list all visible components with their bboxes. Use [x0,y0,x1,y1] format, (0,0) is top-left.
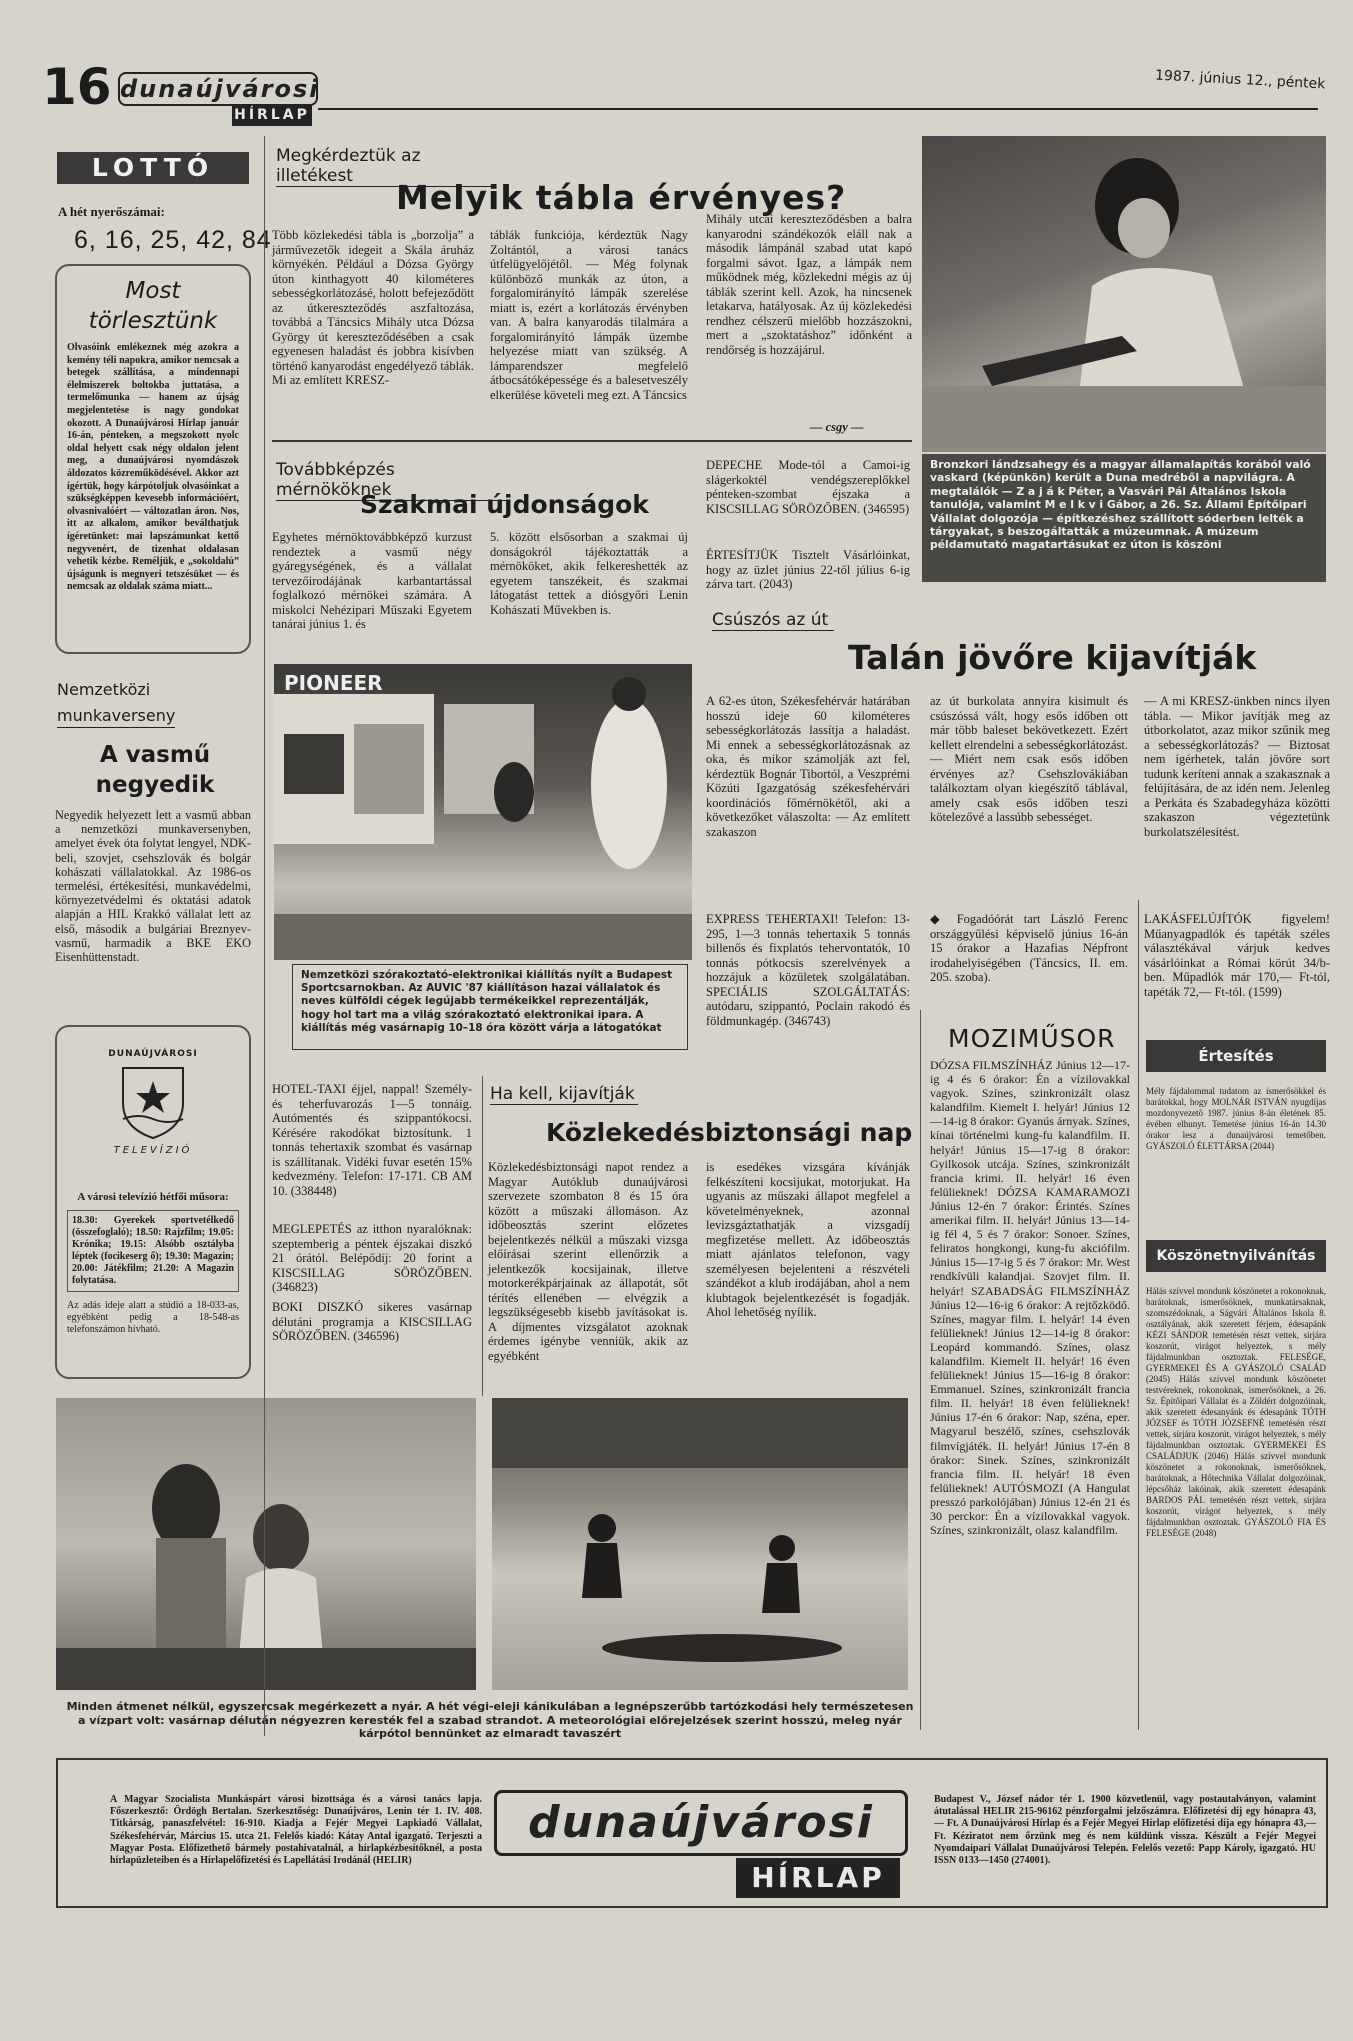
lotto-box-title: Most törlesztünk [88,278,218,334]
footer-right: Budapest V., József nádor tér 1. 1900 közvetlenül, vagy postautalványon, valamint átutalással HELIR 215-96162 pénzforgalmi jelzőszámra. Előfizetési díj egy hónapra 43,— Ft. A Dunaújvárosi Hírlap és a Fejér Megyei Hírlap előfizetési díja egy hónapra 43,— Ft. Kéziratot nem őrzünk meg és nem küldünk vissza. Készült a Fejér Megyei Nyomdaipari Vállalat Dunaújvárosi Telepén. Felelős vezető: Papp Károly, igazgató. HU ISSN 0133—1450 (274001). [934,1794,1316,1867]
strand-caption: Minden átmenet nélkül, egyszercsak megérkezett a nyár. A hét végi-eleji kánikulában a legnépszerűbb tartózkodási hely természetesen a vízpart volt: vasárnap délután négyezren keresték fel a szabad strandot. A meteorológiai előrejelzések szerint hosszú, meleg nyár kárpótol bennünket az elmaradt tavaszért [56,1696,924,1746]
vasmu-text: Negyedik helyezett lett a vasmű abban a nemzetközi munkaversenyben, amelyet évek óta folytat lengyel, NDK-beli, szovjet, csehszlovák és bolgár kohászati vállalatokkal. Az 1986-os termelési, értékesítési, munkavédelmi, környezetvédelmi és oktatási adatok alapján a HIL Krakkó vállalat lett az első, második a bulgáriai Breznyev-vasmű, harmadik a BKE EKO Eisenhüttenstadt. [55,808,251,965]
city-crest-icon [118,1063,188,1141]
szakmai-col-1: Egyhetes mérnöktovábbképző kurzust rendeztek a vasmű négy gyáregységének, és a vállalat tervezőirodájának karbantartással foglalkozó mérnökei számára. A miskolci Nehézipari Műszaki Egyetem tanárai június 1. és [272,530,472,631]
lotto-box [55,264,251,654]
page-number: 16 [42,58,112,116]
tv-logo [67,1035,239,1183]
lotto-title: LOTTÓ [57,152,249,184]
taxi-ad: HOTEL-TAXI éjjel, nappal! Személy- és teherfuvarozás 1—5 tonnáig. Autómentés és szippantókocsi. Kérésére rakodókat biztosítunk. 1 tonnás tehertaxik szombat és vasárnap is szállítanak. Vidéki fuvar esetén 15% kedvezmény. Telefon: 17-171. CB AM 10. (338448) [272,1082,472,1198]
vasmu-kicker-2: munkaverseny [57,706,175,728]
kozlek-title: Közlekedésbiztonsági nap [546,1118,913,1147]
talan-title: Talán jövőre kijavítják [848,638,1257,677]
szakmai-title: Szakmai újdonságok [360,490,649,519]
ertesitjuk-ad: ÉRTESÍTJÜK Tisztelt Vásárlóinkat, hogy az üzlet június 22-től július 6-ig zárva tart. (2043) [706,548,910,591]
ertesites-text: Mély fájdalommal tudatom az ismerősökkel és barátokkal, hogy MOLNÁR ISTVÁN nyugdíjas mozdonyvezető 1987. június 8-án életének 85. évében elhunyt. Temetése június 16-án 14.30 órakor lesz a dunaújvárosi temetőben. GYÁSZOLÓ ÉLETTÁRSA (2044) [1146,1086,1326,1151]
footer-logo-sub: HÍRLAP [736,1858,900,1898]
masthead-logo-sub: HÍRLAP [232,104,312,126]
szakmai-col-2: 5. között elsősorban a szakmai új donságokról tájékoztatták a mérnököket, akik felkereshették az egyetem tanszékeit, és szakmai látogatást tettek a diósgyőri Lenin Kohászati Művekben is. [490,530,688,617]
tabla-col-2: táblák funkciója, kérdeztük Nagy Zoltántól, a városi tanács útfelügyelőjétől. — Még folynak különböző munkák az úton, a forgalomirányító lámpák szerelése miatt is, ezért a korlátozás érvényben van. A balra kanyarodás tilalmára a forgalomirányító lámpák üzembe helyezése miatt van szükség. A lámparendszer megfelelő átbocsátóképessége és a balesetveszély elkerülése követeli meg ezt. A Táncsics [490,228,688,402]
column-rule [1138,900,1139,1730]
talan-col-2: az út burkolata annyira kisimult és csúszóssá vált, hogy esős időben ott már több baleset bekövetkezett. Ezért kellett elrendelni a sebességkorlátozást. — Miért nem csak esős időben érvényes az? Csehszlovákiában találkoztam olyan kiegészítő táblával, amely csak esős időben teszi kötelezővé a lassúbb sebességet. [930,694,1128,824]
strand-photo-left [56,1398,476,1690]
column-rule [920,1010,921,1730]
mozi-title: MOZIMŰSOR [948,1024,1116,1053]
express-ad: EXPRESS TEHERTAXI! Telefon: 13-295, 1—3 tonnás tehertaxik 5 tonnás billenős és fixplatós tehervontatók, 10 tonnás pótkocsis szerelvények a hozzájuk a közületek szolgálatában. SPECIÁLIS SZOLGÁLTATÁS: autódaru, szippantó, Poclain rakodó és földmunkagép. (346743) [706,912,910,1028]
exhibition-stand-icon [274,664,692,960]
swimmers-icon [492,1398,908,1690]
tv-note: Az adás ideje alatt a stúdió a 18-033-as, egyébként pedig a 18-548-as telefonszámon hívható. [67,1300,239,1335]
tabla-signature: — csgy — [810,420,864,434]
tv-heading: A városi televízió hétfői műsora: [77,1191,229,1203]
sunbathers-icon [56,1398,476,1690]
tabla-title: Melyik tábla érvényes? [396,178,847,217]
footer-logo-text: dunaújvárosi [528,1797,874,1848]
meglepetes-ad: MEGLEPETÉS az itthon nyaralóknak: szeptemberig a péntek éjszakai diszkó 21 órától. Belépődíj: 20 forint a KISCSILLAG SÖRÖZŐBEN. (346823) [272,1222,472,1294]
boki-ad: BOKI DISZKÓ sikeres vasárnap délutáni programja a KISCSILLAG SÖRÖZŐBEN. (346596) [272,1300,472,1343]
kozlek-col-1: Közlekedésbiztonsági napot rendez a Magyar Autóklub dunaújvárosi szervezete szombaton 8 és 15 óra között a műszaki állomáson. Az időbeosztás szerint előzetes bejelentkezés nélkül a műszaki vizsga előírásai szerint ellenőrzik a jelentkezők kocsijainak, illetve motorkerékpárjainak az állapotát, sőt térítés ellenében — elvégzik a legszükségesebb kisebb javításokat is. A díjmentes vizsgálatot azoknak érdemes igénybe venniük, akik az egyébként [488,1160,688,1363]
koszonet-text: Hálás szívvel mondunk köszönetet a rokonoknak, barátoknak, ismerősöknek, munkatársaknak, szomszédoknak, a Ságvári Általános Iskola 8. osztályának, akik szeretett férjem, édesapánk KÉZI SÁNDOR temetésén részt vettek, sírjára koszorút, virágot helyeztek, s mély fájdalmunkban osztoztak. FELESÉGE, GYERMEKEI ÉS A GYÁSZOLÓ CSALÁD (2045) Hálás szívvel mondunk köszönetet testvéreknek, rokonoknak, ismerősöknek, a 26. Sz. Építőipari Vállalat és a Zöldért dolgozóinak, akik szeretett édesanyánk és édesapánk TÓTH JÓZSEF és TÓTH JÓZSEFNÉ temetésén részt vettek, sírjára koszorút, virágot helyeztek, s mély fájdalmunkban osztoztak. GYERMEKEI ÉS CSALÁDJUK (2046) Hálás szívvel mondunk köszönetet a rokonoknak, ismerősöknek, barátoknak, a Hőtechnika Vállalat dolgozóinak, lépcsőház lakóinak, akik szeretett édesapánk BARDOS PÁL temetésén részt vettek, sírjára koszorút, virágot helyeztek, s mély fájdalmunkban osztoztak. GYÁSZOLÓ FIA ÉS FELESÉGE (2048) [1146,1286,1326,1538]
tabla-col-3: Mihály utcai kereszteződésben a balra kanyarodni szándékozók eláll nak a második lámpánál szabad utat kapó forgalmi sávot. Igaz, a lámpák nem működnek még, közlekedni mégis az új táblák szerint kell. Azok, ha nincsenek letakarva, hatályosak. Az új közlekedési rendhez célszerű mielőbb hozzászokni, mert a „szoktatáshoz” időnként a rendőrség is hozzájárul. [706,212,912,357]
vasmu-kicker-1: Nemzetközi [57,680,151,699]
szakmai-kicker: Továbbképzés mérnököknek [276,460,508,501]
lotto-box-text: Olvasóink emlékeznek még azokra a kemény téli napokra, amikor nemcsak a betegek szállítása, a mindennapi élelmiszerek boltokba juttatása, a termelőmunka — hanem az újság megjelentetése is nagy gondokat okozott. A Dunaújvárosi Hírlap január 16-án, pénteken, a megszokott nyolc oldal helyett csak négy oldalon jelent meg, a dunaújvárosi nyomdászok áldozatos közreműködésével. Akkor azt ígértük, hogy kárpótoljuk olvasóinkat a szükségképpen kevesebb információért, olvasnivalóért — változatlan áron. Nos, itt az alkalom, amikor beválthatjuk ígéretünket: mai lapszámunkat kettő negyvenért, de tizenhat oldalasan vehetik kézbe. Reméljük, e „sokoldalú” újságunk is megnyeri tetszésüket — és nemcsak az oldalak száma miatt... [67,342,239,593]
talan-col-3: — A mi KRESZ-ünkben nincs ilyen tábla. — Mikor javítják meg az útborkolatot, azaz mikor szűnik meg a sebességkorlátozás? — Biztosat nem ígérhetek, talán jövőre sort tudunk keríteni annak a szakasznak a felújítására, de az idén nem. Jelenleg a Perkáta és Szabadegyháza közötti szakaszon végeztetünk burkolatszélesítést. [1144,694,1330,839]
tabla-rule [272,440,912,442]
talan-kicker: Csúszós az út [712,610,834,631]
vasmu-title: A vasmű negyedik [95,742,215,798]
tv-box [55,1025,251,1379]
auvic-photo [274,664,692,960]
tv-logo-top: DUNAÚJVÁROSI [108,1049,198,1059]
footer-logo [494,1790,908,1856]
ertesites-title: Értesítés [1146,1040,1326,1072]
tabla-col-1: Több közlekedési tábla is „borzolja” a járművezetők idegeit a Skála áruház környékén. Például a Dózsa György úton kinthagyott 40 kilométeres sebességkorlátozásé, holott befejeződött az útkereszteződés aszfaltozása, továbbá a Táncsics Mihály utca Dózsa György út kereszteződésében a csak egyenesen haladást és jobbra kisívben történő kanyarodást engedélyező táblák. Mi az említett KRESZ- [272,228,474,387]
koszonet-title: Köszönetnyilvánítás [1146,1240,1326,1272]
tv-logo-bottom: TELEVÍZIÓ [113,1145,193,1156]
kozlek-col-2: is esedékes vizsgára kívánják felkészíteni kocsijukat, motorjukat. Ha ugyanis az műszaki állapot megfelel a követelményeknek, azonnal levizsgáztathatják a vizsgadíj megfizetése mellett. Az időbeosztás miatt ajánlatos telefonon, vagy személyesen bejelenteni a részvételi szándékot a klub irodájában, ahol a nem klubtagok bejelentkezését is fogadják. Ahol lehetőség nyílik. [706,1160,910,1319]
strand-photo-right [492,1398,908,1690]
auvic-photo-sign: PIONEER [284,671,383,695]
fogado-notice: ◆ Fogadóórát tart László Ferenc országgyűlési képviselő június 16-án 15 órakor a Hazafias Népfront irodahelyiségében (Táncsics, II. em. 205. szoba). [930,912,1128,984]
masthead-rule [318,108,1318,110]
mozi-text: DÓZSA FILMSZÍNHÁZ Június 12—17-ig 4 és 6 órakor: Én a vízilovakkal vagyok. Színes, szinkronizált olasz kalandfilm. Kiemelt I. helyár! Június 12—14-ig 8 órakor: Gyanús árnyak. Színes, kínai történelmi kung-fu kalandfilm. II. helyár! Június 15—17-ig 8 órakor: Gyilkosok utcája. Színes, szinkronizált francia krimi. II. helyár! 16 éven felülieknek! DÓZSA KAMARAMOZI Június 12-én 7 órakor: Érintés. Színes amerikai film. II. helyár! Június 13—14-ig fél 4, 5 és 7 órakor: Sonoer. Színes, feliratos hongkongi, kung-fu akciófilm. Június 15—17-ig 5 és 7 órakor: Mr. West rendkívüli kalandjai. Szovjet film. II. helyár! SZABADSÁG FILMSZÍNHÁZ Június 12—16-ig 6 órakor: A rejtőzködő. Színes, magyar film. I. helyár! 14 éven felülieknek! Június 12—14-ig 8 órakor: Leopárd kommandó. Színes, olasz kalandfilm. Kiemelt II. helyár! 16 éven felülieknek! Június 15—16-ig 8 órakor: Emmanuel. Színes, szinkronizált francia film. II. helyár! 18 éven felülieknek! Június 17-én 6 órakor: Nap, széna, eper. Magyarul beszélő, színes, csehszlovák filmvígjáték. II. helyár! Június 17-én 8 órakor: Sinek. Színes, szinkronizált francia film. II. helyár! 18 éven felülieknek! AUTÓSMOZI (A Hangulat presszó parkolójában) Június 12-én 21 és 30 perckor: Én a vízilovakkal vagyok. Színes, szinkronizált, olasz kalandfilm. [930,1058,1130,1538]
lotto-subtitle: A hét nyerőszámai: [58,204,165,219]
tabla-kicker: Megkérdeztük az illetékest [276,146,494,187]
lakas-ad: LAKÁSFELÚJÍTÓK figyelem! Műanyagpadlók és tapéták széles választékával várjuk kedves vásárlóinkat a Római körút 34/b-ben. Műpadlók már 170,— Ft-tól, tapéták 72,— Ft-tól. (1599) [1144,912,1330,999]
talan-col-1: A 62-es úton, Székesfehérvár határában hosszú ideje 60 kilométeres sebességkorlátozás lassítja a haladást. Mi ennek a sebességkorlátozásnak az oka, és mikor számolják azt fel, kérdeztük Bognár Tibortól, a Veszprémi Közúti Igazgatóság székesfehérvári koordinációs főmérnökétől, aki a következőket válaszolta: — Az említett szakaszon [706,694,910,839]
person-silhouette-icon [922,136,1326,452]
tv-schedule: 18.30: Gyerekek sportvetélkedő (összefoglaló); 18.50: Rajzfilm; 19.05: Krónika; 19.15: Alsóbb osztályba léptek (focikeserg ő); 19.30: Magazin; 20.00: Játékfilm; 21.20: A Magazin folytatása. [67,1210,239,1292]
masthead-logo [118,72,318,106]
column-rule [264,136,265,1736]
depeche-ad: DEPECHE Mode-tól a Camoi-ig slágerkoktél vendégszereplőkkel pénteken-szombat éjszaka a KISCSILLAG SÖRÖZŐBEN. (346595) [706,458,910,516]
column-rule [482,1076,483,1396]
kozlek-kicker: Ha kell, kijavítják [490,1084,638,1105]
lotto-numbers: 6, 16, 25, 42, 84 [74,226,272,254]
footer-left: A Magyar Szocialista Munkáspárt városi bizottsága és a városi tanács lapja. Főszerkesztő: Ördögh Bertalan. Szerkesztőség: Dunaújváros, Lenin tér 1. IV. 408. Titkárság, panaszfelvétel: 16-910. Kiadja a Fejér Megyei Lapkiadó Vállalat, Székesfehérvár, Március 15. utca 21. Felelős kiadó: Kátay Antal igazgató. Terjeszti a Magyar Posta. Előfizethető bármely postahivatalnál, a hírlapkézbesítőknél, a posta hírlapüzleteiben és a Hírlapelőfizetési és Lapellátási Irodánál (HELIR) [110,1794,482,1867]
bronz-caption: Bronzkori lándzsahegy és a magyar államalapítás korából való vaskard (képünkön) került a Duna medréből a napvilágra. A megtalálók — Z a j á k Péter, a Vasvári Pál Általános Iskola tanulója, valamint M e l k v i Gábor, a 26. Sz. Állami Építőipari Vállalat dolgozója — építkezéshez szállított sóderben lelték a tárgyakat, s beszogáltatták a múzeumnak. A múzeum példamutató magatartásukat ez úton is köszöni [922,454,1326,582]
auvic-caption: Nemzetközi szórakoztató-elektronikai kiállítás nyílt a Budapest Sportcsarnokban. Az AUVIC '87 kiállításon hazai vállalatok és neves külföldi cégek legújabb termékeikkel reprezentálják, hogy hol tart ma a világ szórakoztató elektronikai ipara. A kiállítás még vasárnapig 10–18 óra között várja a látogatókat [292,964,688,1050]
masthead-date: 1987. június 12., péntek [1154,67,1326,93]
bronz-photo [922,136,1326,452]
masthead-logo-text: dunaújvárosi [120,75,320,103]
